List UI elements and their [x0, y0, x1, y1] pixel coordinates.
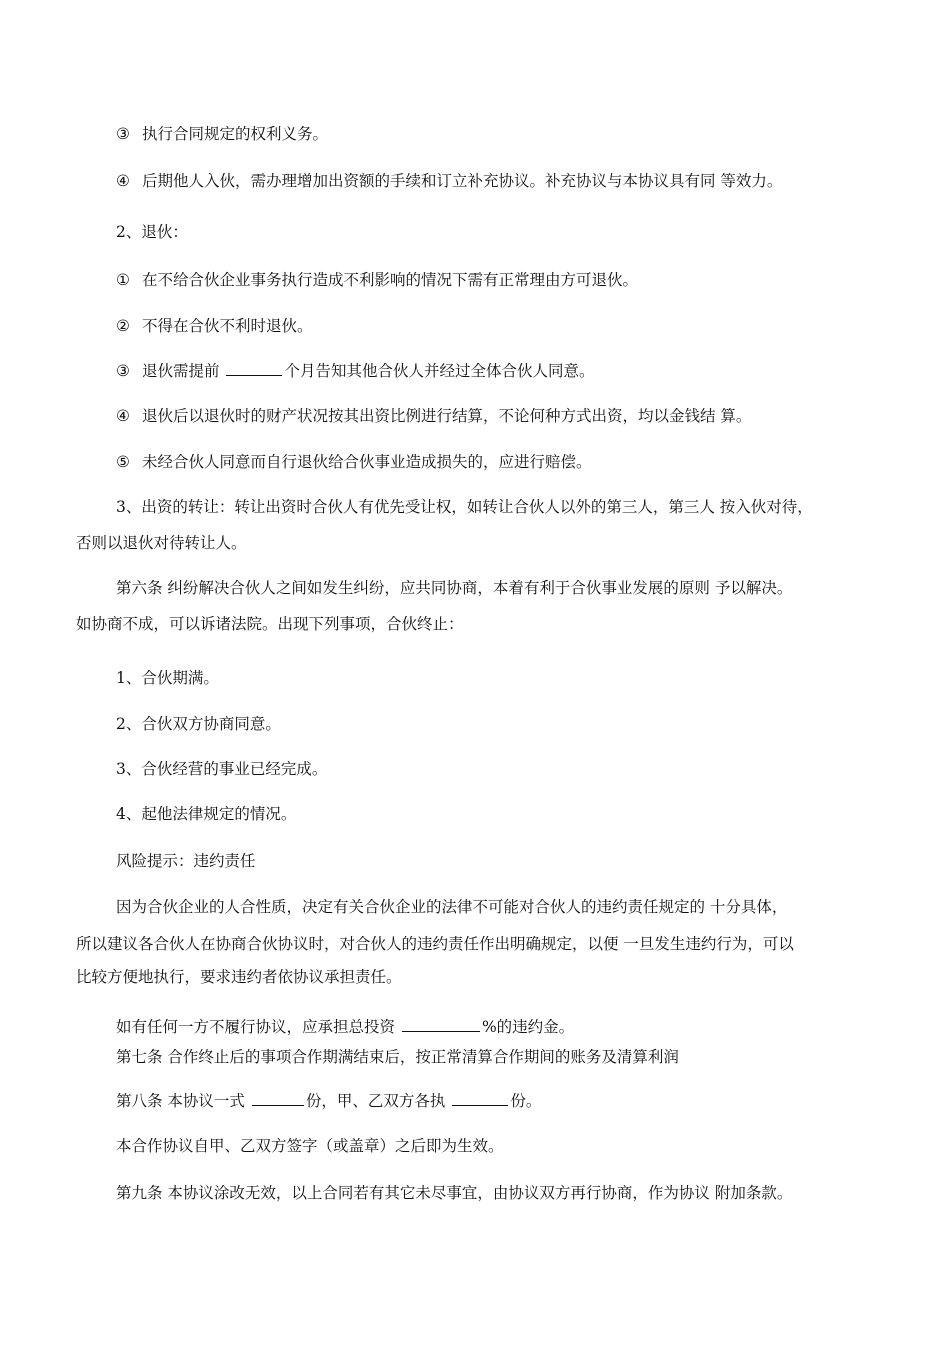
termination-item-2 — [116, 714, 281, 734]
paragraph-text: 第七条 合作终止后的事项合作期满结束后，按正常清算合作期间的账务及清算利润 — [116, 1048, 679, 1066]
section-heading-text: 2、退伙： — [116, 223, 188, 241]
circled-number: ③ — [116, 362, 130, 380]
effective-clause — [116, 1136, 504, 1156]
paragraph-text: 第九条 本协议涂改无效，以上合同若有其它未尽事宜，由协议双方再行协商，作为协议 附加条款。 — [116, 1184, 793, 1202]
clause-text-after-blank: 个月告知其他合伙人并经过全体合伙人同意。 — [284, 362, 595, 380]
circled-number: ① — [116, 271, 130, 289]
withdraw-clause-3 — [116, 361, 594, 381]
clause-text: 未经合伙人同意而自行退伙给合伙事业造成损失的，应进行赔偿。 — [142, 453, 592, 471]
withdraw-clause-1 — [116, 270, 638, 290]
list-text: 1、合伙期满。 — [116, 669, 219, 687]
clause-text-after-blank: 份。 — [510, 1092, 542, 1110]
clause-text-before-blank: 第八条 本协议一式 — [116, 1092, 245, 1110]
risk-notice-heading — [116, 851, 256, 871]
list-text: 3、合伙经营的事业已经完成。 — [116, 760, 328, 778]
paragraph-text: 如协商不成，可以诉诸法院。出现下列事项，合伙终止： — [76, 615, 464, 633]
copies-each-blank[interactable] — [452, 1091, 508, 1106]
circled-number: ④ — [116, 172, 130, 190]
copies-total-blank[interactable] — [252, 1091, 304, 1106]
clause-text: 退伙后以退伙时的财产状况按其出资比例进行结算，不论何种方式出资，均以金钱结 算。 — [142, 407, 752, 425]
circled-number: ② — [116, 317, 130, 335]
clause-text-before-blank: 退伙需提前 — [142, 362, 220, 380]
article-7 — [116, 1047, 679, 1067]
capital-transfer-line-1 — [116, 497, 813, 517]
paragraph-text: 比较方便地执行，要求违约者依协议承担责任。 — [76, 968, 402, 986]
termination-item-1 — [116, 668, 219, 688]
paragraph-text: 否则以退伙对待转让人。 — [76, 534, 247, 552]
article-9 — [116, 1183, 792, 1203]
clause-text-middle: 份，甲、乙双方各执 — [305, 1092, 446, 1110]
paragraph-text: 第六条 纠纷解决合伙人之间如发生纠纷，应共同协商，本着有利于合伙事业发展的原则 予以解决。 — [116, 579, 793, 597]
clause-4-later-join — [116, 171, 782, 191]
paragraph-text: 本合作协议自甲、乙双方签字（或盖章）之后即为生效。 — [116, 1137, 504, 1155]
list-text: 4、起他法律规定的情况。 — [116, 805, 297, 823]
circled-number: ④ — [116, 407, 130, 425]
paragraph-text: 所以建议各合伙人在协商合伙协议时，对合伙人的违约责任作出明确规定，以便 一旦发生违约行为，可以 — [76, 935, 794, 953]
article-6-line-2 — [76, 614, 464, 634]
termination-item-4 — [116, 804, 296, 824]
penalty-percent-blank[interactable] — [402, 1017, 480, 1032]
article-8 — [116, 1091, 541, 1111]
list-text: 2、合伙双方协商同意。 — [116, 715, 281, 733]
circled-number: ⑤ — [116, 453, 130, 471]
article-6-line-1 — [116, 578, 792, 598]
clause-text-before-blank: 如有任何一方不履行协议，应承担总投资 — [116, 1018, 396, 1036]
termination-item-3 — [116, 759, 327, 779]
risk-para-line-3 — [76, 967, 402, 987]
risk-para-line-2 — [76, 934, 794, 954]
penalty-line — [116, 1017, 574, 1037]
clause-text: 执行合同规定的权利义务。 — [142, 125, 329, 143]
paragraph-text: 因为合伙企业的人合性质，决定有关合伙企业的法律不可能对合伙人的违约责任规定的 十分具体， — [116, 898, 788, 916]
circled-number: ③ — [116, 125, 130, 143]
heading-text: 风险提示：违约责任 — [116, 852, 256, 870]
clause-text: 后期他人入伙，需办理增加出资额的手续和订立补充协议。补充协议与本协议具有同 等效力。 — [142, 172, 783, 190]
risk-para-line-1 — [116, 897, 787, 917]
clause-text: 在不给合伙企业事务执行造成不利影响的情况下需有正常理由方可退伙。 — [142, 271, 639, 289]
capital-transfer-line-2 — [76, 533, 247, 553]
clause-3-execute — [116, 124, 328, 144]
months-blank[interactable] — [226, 361, 282, 376]
withdraw-clause-2 — [116, 316, 313, 336]
withdraw-clause-4 — [116, 406, 751, 426]
paragraph-text: 3、出资的转让：转让出资时合伙人有优先受让权，如转让合伙人以外的第三人，第三人 按入伙对待， — [116, 498, 813, 516]
clause-text-after-blank: %的违约金。 — [481, 1018, 575, 1036]
clause-text: 不得在合伙不利时退伙。 — [142, 317, 313, 335]
withdraw-clause-5 — [116, 452, 592, 472]
section-withdrawal-heading — [116, 222, 188, 242]
